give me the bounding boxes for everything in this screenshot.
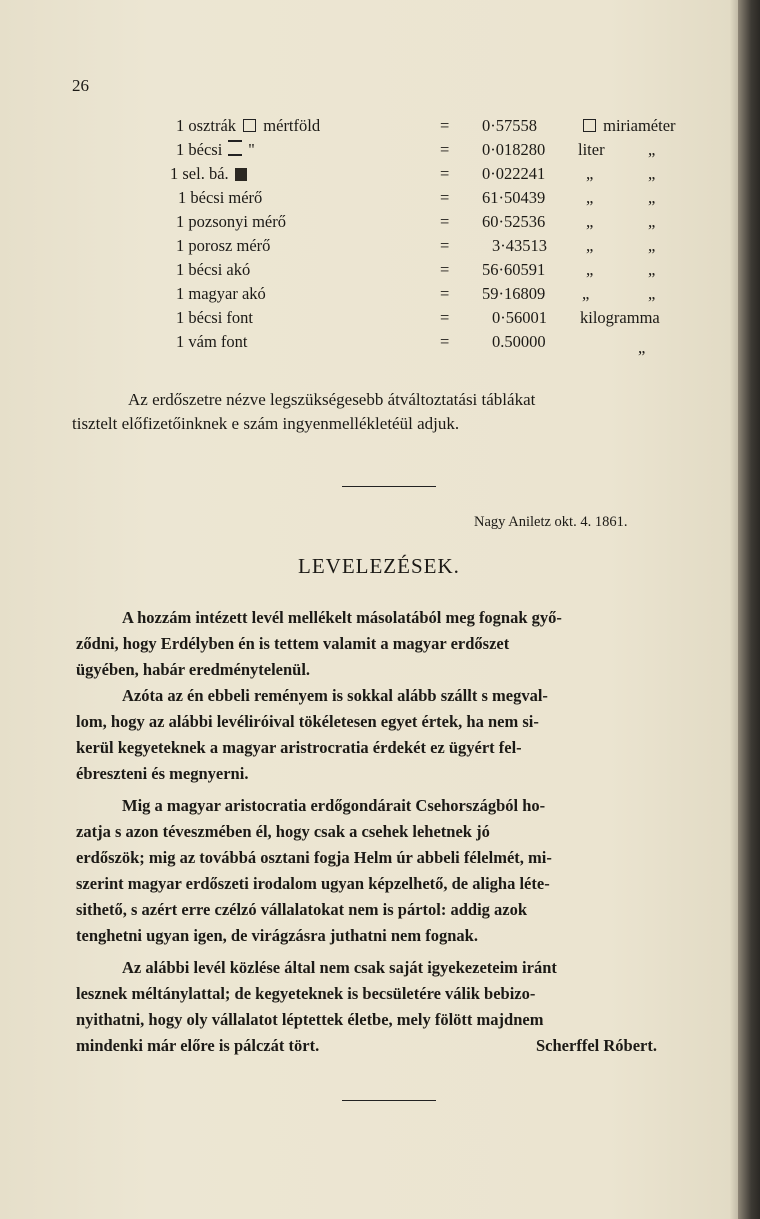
table-row: [0, 140, 760, 164]
divider: [342, 1100, 436, 1101]
letter-line: kerül kegyeteknek a magyar aristrocratia érdekét ez ügyért fel-: [76, 738, 522, 757]
value: 0·56001: [492, 308, 547, 327]
intro-line: tisztelt előfizetőinknek e szám ingyenmellékletéül adjuk.: [72, 414, 460, 433]
target-unit: kilogramma: [580, 308, 660, 327]
value: 56·60591: [482, 260, 546, 279]
value: 3·43513: [492, 236, 547, 255]
equals-sign: =: [440, 188, 450, 207]
letter-line: ügyében, habár eredménytelenül.: [76, 660, 311, 679]
table-row: [0, 212, 760, 236]
letter-line: tenghetni ugyan igen, de virágzásra juthatni nem fognak.: [76, 926, 478, 945]
ditto-mark: „: [586, 164, 594, 183]
letter-line: Azóta az én ebbeli reményem is sokkal alább szállt s megval-: [122, 686, 548, 705]
ditto-mark: „: [648, 236, 656, 255]
equals-sign: =: [440, 260, 450, 279]
value: 0.50000: [492, 332, 546, 351]
letter-line: Mig a magyar aristocratia erdőgondárait Csehországból ho-: [122, 796, 546, 815]
unit-name: 1 bécsi font: [176, 308, 253, 327]
value: 60·52536: [482, 212, 546, 231]
letter-line: lesznek méltánylattal; de kegyeteknek is becsületére válik bebizo-: [76, 984, 536, 1003]
table-row: [0, 236, 760, 260]
target-unit: liter: [578, 140, 605, 159]
equals-sign: =: [440, 164, 450, 183]
equals-sign: =: [440, 212, 450, 231]
equals-sign: =: [440, 236, 450, 255]
letter-line: ződni, hogy Erdélyben én is tettem valamit a magyar erdőszet: [76, 634, 510, 653]
unit-name: 1 vám font: [176, 332, 248, 351]
unit-name: 1 osztrák mértföld: [176, 116, 321, 135]
table-row: [0, 308, 760, 332]
letter-line: lom, hogy az alábbi levéliróival tökéletesen egyet értek, ha nem si-: [76, 712, 539, 731]
table-row: [0, 284, 760, 308]
unit-name: 1 sel. bá.: [170, 164, 249, 184]
unit-name: 1 porosz mérő: [176, 236, 271, 255]
intro-line: Az erdőszetre nézve legszükségesebb átváltoztatási táblákat: [128, 390, 536, 409]
value: 0·57558: [482, 116, 537, 135]
square-symbol-icon: [583, 119, 596, 132]
ditto-mark: „: [586, 212, 594, 231]
ditto-mark: „: [582, 284, 590, 303]
ditto-mark: „: [648, 164, 656, 183]
letter-line: nyithatni, hogy oly vállalatot léptettek életbe, mely fölött majdnem: [76, 1010, 544, 1029]
measure-symbol-icon: [228, 140, 242, 156]
target-unit: miriaméter: [580, 116, 676, 136]
letter-line: Az alábbi levél közlése által nem csak saját igyekezeteim iránt: [122, 958, 557, 977]
letter-line: sithető, s azért erre czélzó vállalatokat nem is pártol: addig azok: [76, 900, 528, 919]
unit-name: 1 bécsi '': [176, 140, 255, 159]
ditto-mark: „: [648, 260, 656, 279]
ditto-mark: „: [648, 212, 656, 231]
equals-sign: =: [440, 140, 450, 159]
value: 59·16809: [482, 284, 546, 303]
ditto-mark: „: [638, 338, 646, 357]
equals-sign: =: [440, 332, 450, 351]
ditto-mark: „: [586, 188, 594, 207]
divider: [342, 486, 436, 487]
table-row: [0, 164, 760, 188]
letter-line: zatja s azon téveszmében él, hogy csak a csehek lehetnek jó: [76, 822, 490, 841]
table-row: [0, 332, 760, 356]
table-row: [0, 188, 760, 212]
page-number: 26: [72, 76, 89, 95]
ditto-mark: „: [586, 236, 594, 255]
letter-line: A hozzám intézett levél mellékelt másolatából meg fognak győ-: [122, 608, 562, 627]
table-row: [0, 260, 760, 284]
ditto-mark: „: [648, 140, 656, 159]
place-date: Nagy Aniletz okt. 4. 1861.: [474, 514, 628, 530]
unit-name: 1 bécsi akó: [176, 260, 251, 279]
letter-line: szerint magyar erdőszeti irodalom ugyan képzelhető, de aligha léte-: [76, 874, 550, 893]
equals-sign: =: [440, 284, 450, 303]
unit-name: 1 magyar akó: [176, 284, 266, 303]
unit-name: 1 pozsonyi mérő: [176, 212, 286, 231]
value: 0·018280: [482, 140, 546, 159]
value: 61·50439: [482, 188, 546, 207]
ditto-mark: „: [586, 260, 594, 279]
ditto-mark: „: [648, 284, 656, 303]
section-heading: LEVELEZÉSEK.: [298, 554, 460, 578]
equals-sign: =: [440, 308, 450, 327]
letter-line: erdőszök; mig az továbbá osztani fogja Helm úr abbeli félelmét, mi-: [76, 848, 552, 867]
equals-sign: =: [440, 116, 450, 135]
square-symbol-icon: [243, 119, 256, 132]
letter-line: mindenki már előre is pálczát tört.: [76, 1036, 320, 1055]
ditto-mark: „: [648, 188, 656, 207]
letter-signature: Scherffel Róbert.: [536, 1036, 657, 1055]
table-row: [0, 116, 760, 140]
value: 0·022241: [482, 164, 546, 183]
unit-name: 1 bécsi mérő: [178, 188, 263, 207]
letter-line: ébreszteni és megnyerni.: [76, 764, 249, 783]
measure-symbol-icon: [235, 168, 247, 181]
